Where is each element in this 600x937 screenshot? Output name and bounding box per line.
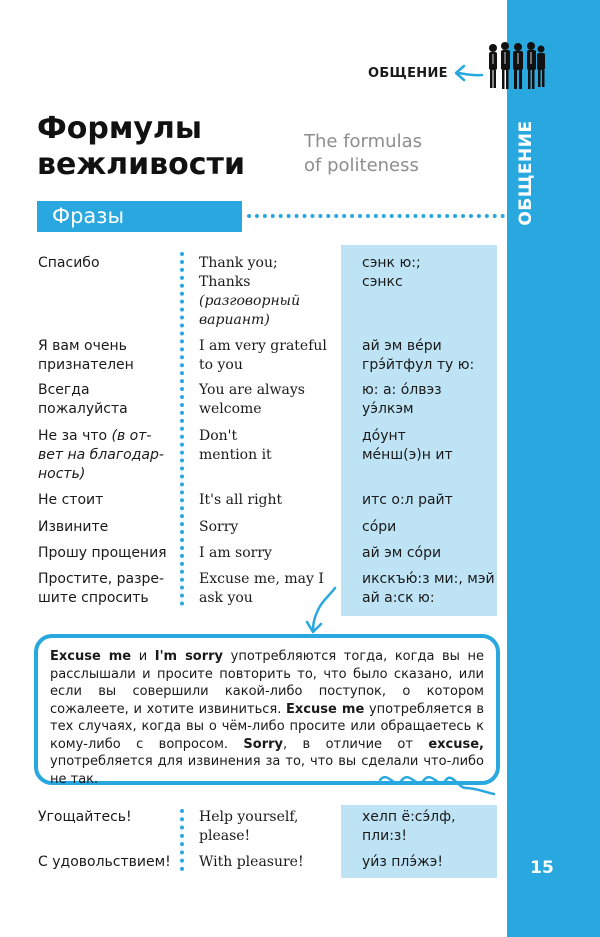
title-line-1: Формулы — [37, 111, 203, 146]
note-emphasis: Excuse me — [50, 649, 132, 664]
phrase-en: It's all right — [199, 492, 283, 508]
phrase-ru: Спасибо — [38, 255, 100, 271]
phrase-en: I am very grateful to you — [199, 338, 327, 373]
note-emphasis: I'm sorry — [154, 649, 224, 664]
phrase-transcription: ай эм сóри — [362, 545, 442, 561]
note-emphasis: Excuse me — [286, 701, 365, 717]
pointer-arrow-icon — [305, 586, 341, 636]
section-dotted-line — [247, 214, 505, 218]
arrow-left-icon — [452, 62, 484, 84]
column-separator — [180, 252, 184, 606]
phrase-ru: Простите, разре- шите спросить — [38, 571, 165, 606]
phrase-en: I am sorry — [199, 545, 272, 561]
phrase-ru: Не стоит — [38, 492, 104, 508]
note-emphasis: Sorry — [243, 736, 284, 752]
note-text-run: , в отличие от — [283, 736, 429, 752]
side-tab-label: ОБЩЕНИЕ — [516, 120, 536, 226]
note-text-run: употребляются тогда, когда вы не расслышали и просите повторить то, что было сказано, или если вы совершили какой-либо поступок, о котором сожалеете, и хотите извиниться. — [50, 649, 485, 717]
phrase-transcription: ю: а: óлвэз уэ́лкэм — [362, 382, 442, 417]
usage-note-text — [50, 648, 484, 788]
title-en-line-2: of politeness — [304, 155, 419, 176]
title-en-line-1: The formulas — [304, 131, 422, 152]
note-text-run: и — [131, 649, 155, 664]
phrase-en: Don't mention it — [199, 428, 272, 463]
phrase-ru: Прошу прощения — [38, 545, 167, 561]
phrase-ru: Угощайтесь! — [38, 809, 132, 825]
note-text-run: употребляется в тех случаях, когда вы о чём-либо просите или обращаетесь к кому-либо с вопросом. — [50, 701, 484, 752]
phrase-transcription: сэнк ю:; сэнкс — [362, 255, 421, 290]
phrase-transcription: дóунт мéнш(э)н ит — [362, 428, 453, 463]
phrase-ru: Извините — [38, 519, 109, 535]
title-line-2: вежливости — [37, 147, 245, 182]
phrase-transcription: ай эм вéри грэ́йтфул ту ю: — [362, 338, 475, 373]
section-label: ОБЩЕНИЕ — [368, 66, 448, 81]
phrase-transcription: уи́з плэ́жэ! — [362, 854, 443, 870]
phrase-transcription: итс о:л райт — [362, 492, 453, 508]
phrase-ru: Я вам очень признателен — [38, 338, 134, 373]
page-title-english — [304, 130, 422, 178]
phrase-en: Excuse me, may I ask you — [199, 571, 324, 606]
page-title — [37, 111, 245, 183]
people-group-icon — [485, 40, 547, 92]
column-separator — [180, 809, 184, 871]
phrase-en: Sorry — [199, 519, 239, 535]
note-text-run: употребляется для извинения за то, что вы сделали что-либо не так. — [50, 754, 484, 787]
phrase-transcription: икскъю́:з ми:, мэй ай а:ск ю: — [362, 571, 495, 606]
phrase-en: With pleasure! — [199, 854, 304, 870]
phrase-transcription: хелп ё:сэ́лф, пли:з! — [362, 809, 456, 844]
page-number: 15 — [530, 858, 554, 878]
phrase-ru: С удовольствием! — [38, 854, 171, 870]
phrase-ru: Не за что (в от- вет на благодар- ность) — [38, 428, 164, 482]
phrase-transcription: сóри — [362, 519, 397, 535]
phrase-en: You are always welcome — [199, 382, 305, 417]
phrase-en: Thank you; Thanks (разговорный вариант) — [199, 255, 301, 328]
decorative-squiggle-icon — [378, 768, 498, 798]
note-emphasis: excuse, — [428, 736, 484, 752]
phrases-section-label: Фразы — [52, 204, 125, 228]
phrase-en: Help yourself, please! — [199, 809, 299, 844]
phrase-ru: Всегда пожалуйста — [38, 382, 128, 417]
